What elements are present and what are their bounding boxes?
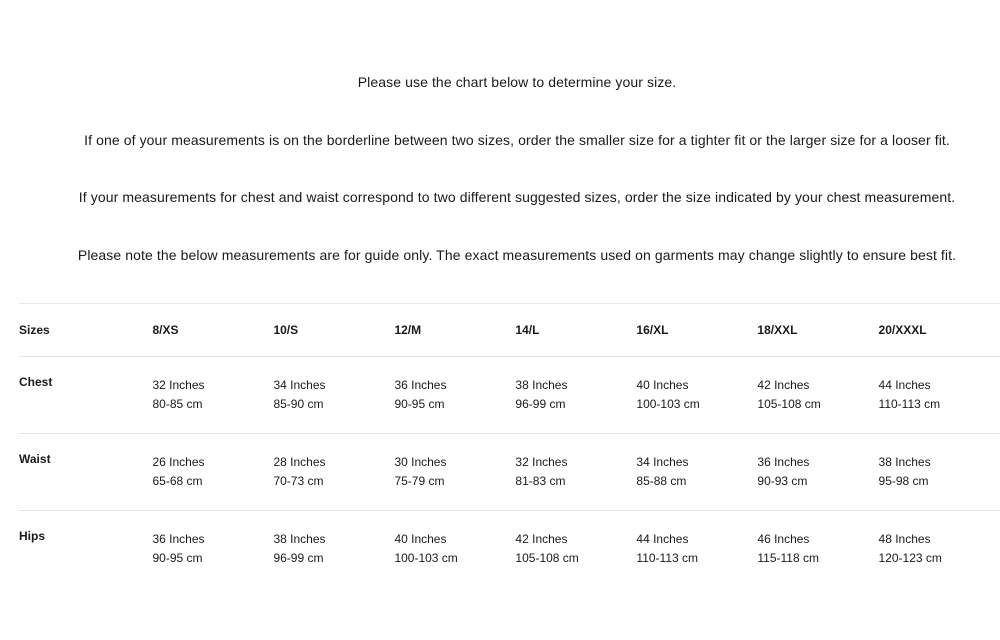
inches-value: 36 Inches [152, 532, 205, 546]
row-label-hips: Hips [19, 529, 46, 543]
table-cell [757, 434, 878, 511]
size-header-18-xxl: 18/XXL [757, 323, 798, 337]
inches-value: 30 Inches [394, 455, 447, 469]
cm-value: 85-90 cm [273, 397, 324, 411]
cm-value: 75-79 cm [394, 474, 445, 488]
size-header-20-xxxl: 20/XXXL [878, 323, 927, 337]
table-cell [879, 434, 1000, 511]
inches-value: 44 Inches [878, 378, 931, 392]
cm-value: 100-103 cm [636, 397, 700, 411]
table-cell [515, 434, 636, 511]
inches-value: 44 Inches [636, 532, 689, 546]
table-cell [394, 357, 515, 434]
cm-value: 90-93 cm [757, 474, 808, 488]
size-header-14-l: 14/L [515, 323, 540, 337]
inches-value: 48 Inches [878, 532, 931, 546]
cm-value: 65-68 cm [152, 474, 203, 488]
cm-value: 105-108 cm [515, 551, 579, 565]
inches-value: 38 Inches [515, 378, 568, 392]
size-header-10-s: 10/S [273, 323, 299, 337]
table-cell [757, 511, 878, 588]
cm-value: 110-113 cm [636, 551, 698, 565]
size-header-16-xl: 16/XL [636, 323, 669, 337]
cm-value: 100-103 cm [394, 551, 458, 565]
table-cell [757, 357, 878, 434]
table-cell [273, 434, 394, 511]
inches-value: 32 Inches [515, 455, 568, 469]
cm-value: 115-118 cm [757, 551, 819, 565]
table-cell [152, 511, 273, 588]
intro-text-chest-waist: If your measurements for chest and waist correspond to two different suggested sizes, order the size indicated by your chest measurement. [78, 189, 956, 205]
inches-value: 40 Inches [394, 532, 447, 546]
table-cell [394, 511, 515, 588]
table-cell [273, 357, 394, 434]
table-cell [273, 511, 394, 588]
sizes-header-label: Sizes [19, 323, 50, 337]
cm-value: 90-95 cm [152, 551, 203, 565]
row-label-chest: Chest [19, 375, 53, 389]
inches-value: 26 Inches [152, 455, 205, 469]
inches-value: 34 Inches [636, 455, 689, 469]
table-row-chest [19, 357, 1000, 434]
cm-value: 96-99 cm [273, 551, 324, 565]
cm-value: 120-123 cm [878, 551, 942, 565]
cm-value: 80-85 cm [152, 397, 203, 411]
table-cell [879, 511, 1000, 588]
size-chart-table [19, 303, 1000, 588]
table-cell [636, 511, 757, 588]
cm-value: 96-99 cm [515, 397, 566, 411]
cm-value: 90-95 cm [394, 397, 445, 411]
cm-value: 95-98 cm [878, 474, 929, 488]
size-header-8-xs: 8/XS [152, 323, 179, 337]
cm-value: 110-113 cm [878, 397, 941, 411]
intro-text-determine-size: Please use the chart below to determine your size. [357, 74, 677, 90]
cm-value: 105-108 cm [757, 397, 821, 411]
inches-value: 42 Inches [515, 532, 568, 546]
table-cell [515, 511, 636, 588]
table-cell [879, 357, 1000, 434]
intro-text-borderline: If one of your measurements is on the borderline between two sizes, order the smaller size for a tighter fit or the larger size for a looser fit. [84, 132, 950, 148]
row-label-waist: Waist [19, 452, 51, 466]
inches-value: 32 Inches [152, 378, 205, 392]
size-header-row [19, 304, 1000, 357]
intro-text-guide-only: Please note the below measurements are for guide only. The exact measurements used on garments may change slightly to ensure best fit. [77, 247, 957, 263]
table-row-waist [19, 434, 1000, 511]
size-header-12-m: 12/M [394, 323, 422, 337]
inches-value: 38 Inches [878, 455, 931, 469]
inches-value: 46 Inches [757, 532, 810, 546]
table-cell [636, 434, 757, 511]
table-cell [515, 357, 636, 434]
table-cell [636, 357, 757, 434]
inches-value: 36 Inches [757, 455, 810, 469]
inches-value: 38 Inches [273, 532, 326, 546]
inches-value: 36 Inches [394, 378, 447, 392]
inches-value: 42 Inches [757, 378, 810, 392]
cm-value: 70-73 cm [273, 474, 324, 488]
table-row-hips [19, 511, 1000, 588]
table-cell [152, 434, 273, 511]
cm-value: 85-88 cm [636, 474, 687, 488]
inches-value: 40 Inches [636, 378, 689, 392]
inches-value: 28 Inches [273, 455, 326, 469]
cm-value: 81-83 cm [515, 474, 566, 488]
table-cell [152, 357, 273, 434]
inches-value: 34 Inches [273, 378, 326, 392]
table-cell [394, 434, 515, 511]
